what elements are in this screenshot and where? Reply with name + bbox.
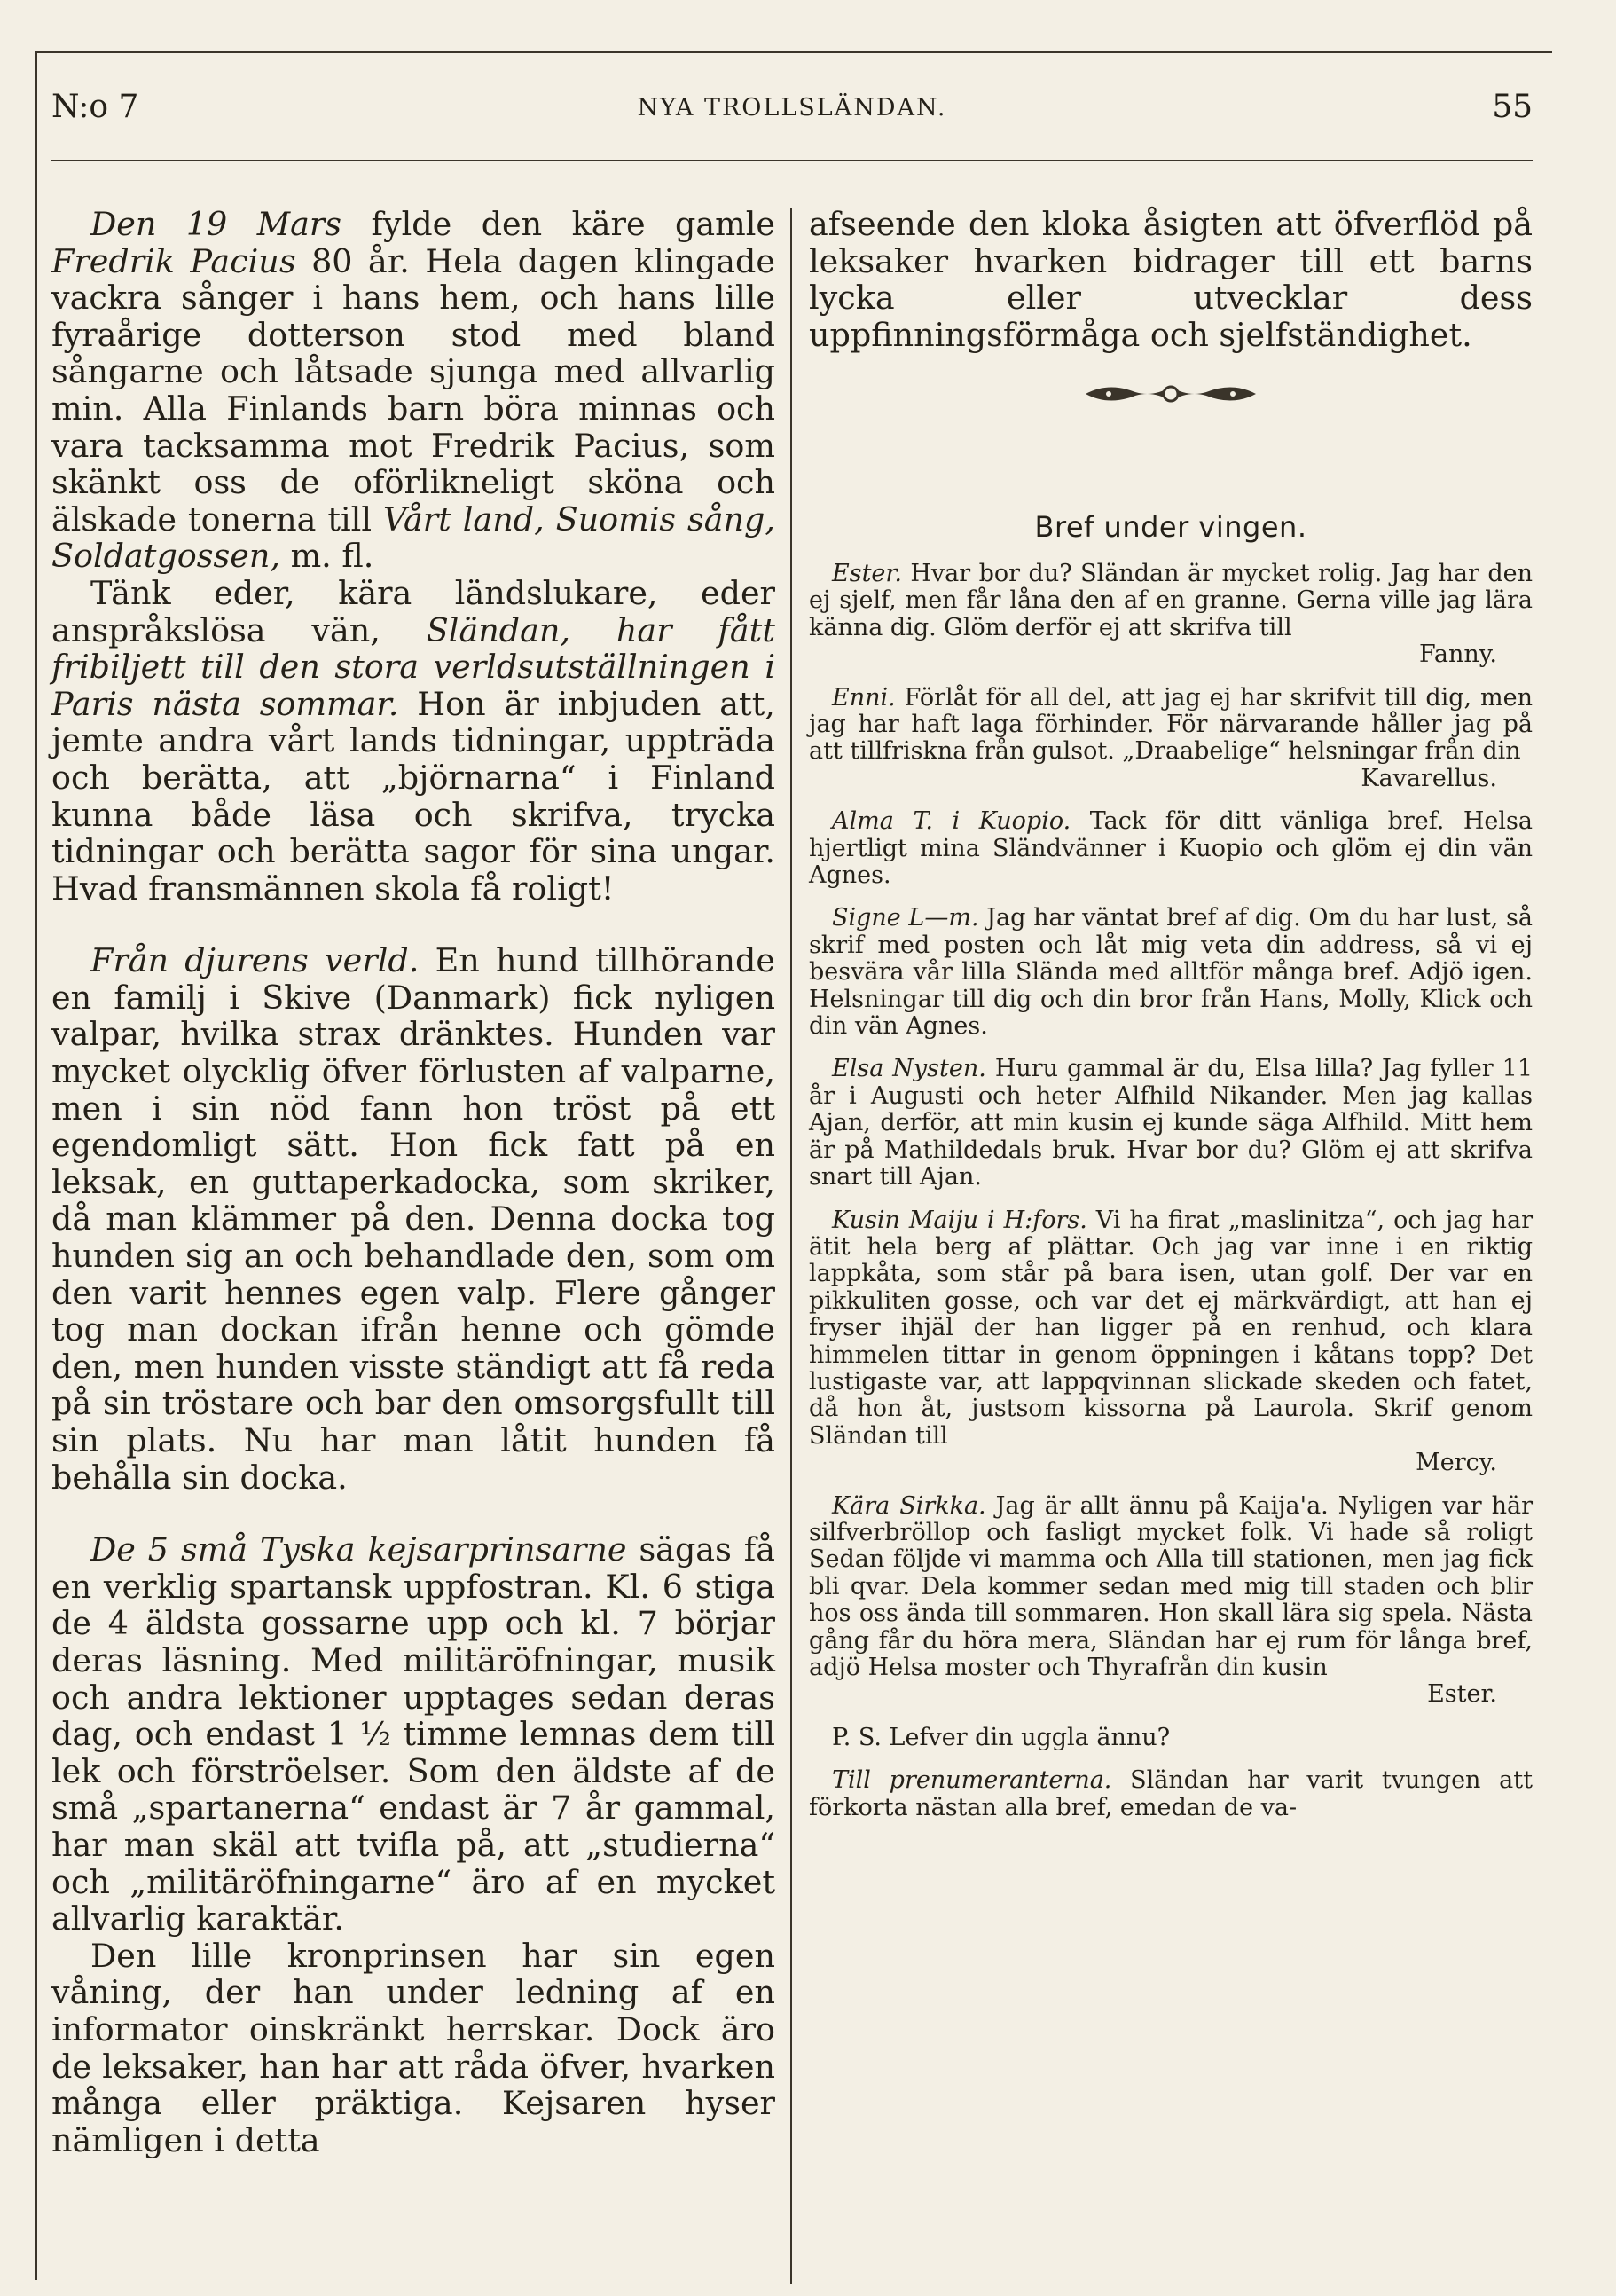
letter-signature: Kavarellus. [1361, 764, 1497, 792]
left-column [51, 206, 775, 2158]
page-number: 55 [1492, 89, 1533, 125]
article-heading: De 5 små Tyska kejsarprinsarne [90, 1530, 627, 1569]
article-text: fylde den käre gamle [341, 205, 775, 243]
song-titles: Vårt land, Suomis sång, Soldatgossen, [51, 499, 775, 576]
continued-text: afseende den kloka åsigten att öfverflöd på leksaker hvarken bidrager till ett barns lycka eller utvecklar dess uppfinningsförmåga och sjelfständighet. [809, 205, 1533, 354]
article-text: m. fl. [279, 537, 374, 576]
section-heading: Bref under vingen. [1034, 510, 1307, 545]
note-heading: Till prenumeranterna. [832, 1766, 1112, 1795]
letter-text: Jag är allt ännu på Kaija'a. Nyligen var här silfverbröllop och fasligt mycket folk. Vi hade så roligt Sedan följde vi mamma och Alla till stationen, men jag fick bli qvar. Dela kommer sedan med mig till staden och blir hos oss ända till sommaren. Hon skall lära sig spela. Nästa gång får du höra mera, Sländan har ej rum för långa bref, adjö Helsa moster och Thyrafrån din kusin [809, 1491, 1533, 1681]
letter-text: Jag har väntat bref af dig. Om du har lust, så skrif med posten och låt mig veta din address, så vi ej besvära vår lilla Slända med alltför många bref. Adjö igen. Helsningar till dig och din bror från Hans, Molly, Klick och din vän Agnes. [809, 904, 1534, 1041]
article-pacius [51, 206, 775, 575]
letter-recipient: Elsa Nysten. [832, 1055, 986, 1083]
letter-text: Vi ha firat „maslinitza“, och jag har ätit hela berg af plättar. Och jag var inne i en riktig lappkåta, som står på bara isen, utan golf. Der var en pikkuliten gosse, och var det ej märkvärdigt, att han ej fryser ihjäl der han ligger på en renhud, och klara himmelen tittar in genom öppningen i kåtans topp? Det lustigaste var, att lappqvinnan slickade skeden och fatet, då hon åt, justsom kissorna på Laurola. Skrif genom Sländan till [809, 1206, 1533, 1450]
article-crown-prince: Den lille kronprinsen har sin egen våning, der han under ledning af en informator oinskränkt herrskar. Dock äro de leksaker, han har att råda öfver, hvarken många eller präktiga. Kejsaren hyser nämligen i detta [51, 1936, 775, 2159]
letter-text: Huru gammal är du, Elsa lilla? Jag fyller 11 år i Augusti och heter Alfhild Nikander. Men jag kallas Ajan, derför, att min kusin ej kunde säga Alfhild. Mitt hem är på Mathildedals bruk. Hvar bor du? Glöm ej att skrifva snart till Ajan. [809, 1055, 1533, 1191]
letter-recipient: Enni. [832, 683, 896, 712]
article-text: sägas få en verklig spartansk uppfostran. Kl. 6 stiga de 4 äldsta gossarne upp och kl. 7 börjar deras läsning. Med militäröfningar, musik och andra lektioner upptages sedan deras dag, och endast 1 ½ timme lemnas dem till lek och förströelser. Som den äldste af de små „spartanerna“ endast är 7 år gammal, har man skäl att tvifla på, att „studierna“ och „militäröfningarne“ äro af en mycket allvarlig karaktär. [51, 1530, 775, 1938]
letter-elsa [809, 1056, 1533, 1191]
letter-text: Hvar bor du? Sländan är mycket rolig. Jag har den ej sjelf, men får låna den af en granne. Gerna ville jag lära känna dig. Glöm derför ej att skrifva till [809, 559, 1533, 641]
article-heading: Från djurens verld. [90, 941, 420, 980]
decorative-ornament-icon [1082, 374, 1259, 413]
letter-recipient: Signe L—m. [832, 904, 979, 932]
postscript: P. S. Lefver din uggla ännu? [832, 1723, 1171, 1751]
page-header [51, 82, 1533, 131]
letter-text: Tack för ditt vänliga bref. Helsa hjertligt mina Sländvänner i Kuopio och glöm ej din vän Agnes. [809, 807, 1533, 890]
letter-maiju [809, 1207, 1533, 1477]
article-text: Tänk eder, kära ländslukare, eder anspråkslösa vän, [51, 573, 775, 649]
header-rule [51, 160, 1533, 161]
publication-title: NYA TROLLSLÄNDAN. [637, 94, 947, 122]
issue-number: N:o 7 [51, 89, 139, 125]
letter-ester [809, 561, 1533, 669]
letter-signature: Fanny. [1418, 641, 1497, 669]
article-paris [51, 575, 775, 907]
article-dog [51, 942, 775, 1496]
column-divider [790, 208, 792, 2284]
article-heading: Den 19 Mars [90, 205, 342, 243]
article-text: 80 år. Hela dagen klingade vackra sånger i hans hem, och hans lille fyraårige dotterson stod med bland sångarne och låtsade sjunga med allvarlig min. Alla Finlands barn böra minnas och vara tacksamma mot Fredrik Pacius, som skänkt oss de oförlikneligt sköna och älskade tonerna till [51, 241, 775, 539]
article-princes [51, 1531, 775, 1938]
note-text: Sländan har varit tvungen att förkorta nästan alla bref, emedan de va- [809, 1766, 1533, 1821]
article-text: En hund tillhörande en familj i Skive (Danmark) fick nyligen valpar, hvilka strax dränktes. Hunden var mycket olycklig öfver förlusten af valparne, men i sin nöd fann hon tröst på ett egendomligt sätt. Hon fick fatt på en leksak, en guttaperkadocka, som skriker, då man klämmer på den. Denna docka tog hunden sig an och behandlade den, som om den varit hennes egen valp. Flere gånger tog man dockan ifrån henne och gömde den, men hunden visste ständigt att få reda på sin tröstare och bar den omsorgsfullt till sin plats. Nu har man låtit hunden få behålla sin docka. [51, 941, 775, 1497]
letter-recipient: Kära Sirkka. [832, 1491, 986, 1520]
letter-recipient: Alma T. i Kuopio. [832, 807, 1071, 836]
letter-alma [809, 808, 1533, 889]
letter-recipient: Ester. [832, 559, 902, 587]
letter-signature: Mercy. [1416, 1449, 1497, 1477]
article-emphasis: Sländan, har fått fribiljett till den stora verldsutställningen i Paris nästa sommar. [51, 610, 775, 723]
letter-signe [809, 905, 1533, 1040]
letter-signature: Ester. [1427, 1680, 1497, 1709]
letter-sirkka [809, 1493, 1533, 1709]
letter-text: Förlåt för all del, att jag ej har skrifvit till dig, men jag har haft laga förhinder. För närvarande håller jag på att tillfriskna från gulsot. „Draabelige“ helsningar från din [809, 683, 1533, 766]
letter-enni [809, 685, 1533, 793]
letter-recipient: Kusin Maiju i H:fors. [832, 1206, 1087, 1234]
right-column [809, 206, 1533, 1821]
article-text: Hon är inbjuden att, jemte andra vårt lands tidningar, uppträda och berätta, att „björnarna“ i Finland kunna både läsa och skrifva, trycka tidningar och berätta sagor för sina ungar. Hvad fransmännen skola få roligt! [51, 684, 775, 908]
letters-section [809, 561, 1533, 1821]
subscribers-note [809, 1767, 1533, 1821]
article-name: Fredrik Pacius [51, 241, 296, 280]
